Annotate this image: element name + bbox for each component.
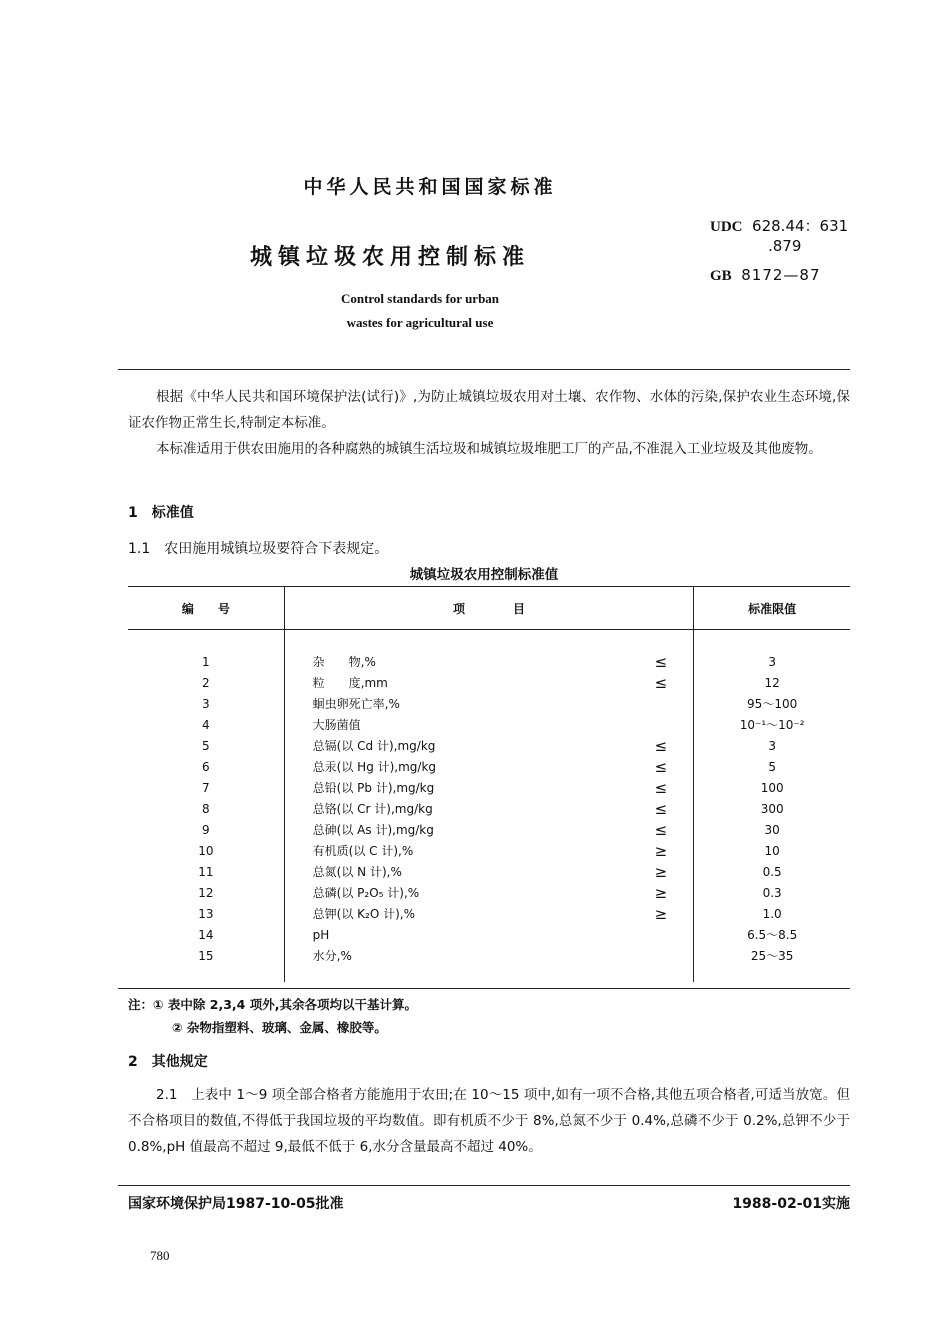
row-limit: 300 — [694, 798, 850, 819]
row-number: 13 — [128, 903, 284, 924]
row-limit: 5 — [694, 756, 850, 777]
table-row — [128, 945, 850, 966]
clause-1-1: 1.1 农田施用城镇垃圾要符合下表规定。 — [128, 541, 389, 557]
table-row — [128, 651, 850, 672]
table-row — [128, 672, 850, 693]
row-sign: ≤ — [654, 799, 668, 818]
row-number: 1 — [128, 651, 284, 672]
gb-label: GB — [710, 268, 732, 284]
table-row — [128, 714, 850, 735]
row-item: 总砷(以 As 计),mg/kg — [312, 823, 434, 837]
table-row — [128, 693, 850, 714]
table-body — [128, 630, 850, 983]
row-sign — [628, 924, 693, 945]
row-sign: ≥ — [654, 841, 668, 860]
approval-date: 国家环境保护局1987-10-05批准 — [128, 1196, 344, 1212]
row-limit: 10⁻¹～10⁻² — [694, 714, 850, 735]
row-item: 大肠菌值 — [312, 718, 361, 732]
row-limit: 1.0 — [694, 903, 850, 924]
standard-values-table — [128, 586, 850, 982]
page-number: 780 — [150, 1248, 170, 1263]
row-number: 6 — [128, 756, 284, 777]
row-item: 总铬(以 Cr 计),mg/kg — [312, 802, 433, 816]
spacer-cell — [284, 966, 628, 982]
row-number: 5 — [128, 735, 284, 756]
row-item: 粒 度,mm — [312, 676, 388, 690]
row-item: 有机质(以 C 计),% — [312, 844, 414, 858]
row-number: 10 — [128, 840, 284, 861]
row-limit: 6.5～8.5 — [694, 924, 850, 945]
implementation-date: 1988-02-01实施 — [732, 1196, 850, 1212]
row-limit: 95～100 — [694, 693, 850, 714]
header-divider — [118, 369, 850, 370]
row-sign: ≤ — [654, 778, 668, 797]
spacer-cell — [694, 966, 850, 982]
note-2: ② 杂物指塑料、玻璃、金属、橡胶等。 — [172, 1020, 387, 1035]
row-limit: 100 — [694, 777, 850, 798]
row-item: 总铅(以 Pb 计),mg/kg — [312, 781, 435, 795]
header-number: 编 号 — [128, 587, 284, 630]
row-limit: 10 — [694, 840, 850, 861]
udc-label: UDC — [710, 219, 743, 235]
document-title-en — [280, 287, 560, 335]
gb-value: 8172—87 — [741, 266, 821, 284]
row-sign: ≥ — [654, 904, 668, 923]
table-row — [128, 840, 850, 861]
row-number: 8 — [128, 798, 284, 819]
note-1: 注：① 表中除 2,3,4 项外,其余各项均以干基计算。 — [128, 997, 417, 1012]
table-row — [128, 777, 850, 798]
spacer-cell — [128, 966, 284, 982]
row-number: 14 — [128, 924, 284, 945]
national-standard-heading: 中华人民共和国国家标准 — [303, 176, 557, 198]
row-number: 12 — [128, 882, 284, 903]
section-2-heading: 2 其他规定 — [128, 1054, 208, 1070]
table-spacer-row — [128, 966, 850, 982]
row-item: 杂 物,% — [312, 655, 376, 669]
row-item: 总汞(以 Hg 计),mg/kg — [312, 760, 437, 774]
row-item: 总氮(以 N 计),% — [312, 865, 402, 879]
row-number: 11 — [128, 861, 284, 882]
udc-code — [710, 218, 848, 236]
row-number: 15 — [128, 945, 284, 966]
intro-paragraph-1: 根据《中华人民共和国环境保护法(试行)》,为防止城镇垃圾农用对土壤、农作物、水体的污染,保护农业生态环境,保证农作物正常生长,特制定本标准。 — [128, 389, 850, 431]
row-limit: 0.5 — [694, 861, 850, 882]
title-en-line1: Control standards for urban — [340, 291, 500, 306]
row-item: 总镉(以 Cd 计),mg/kg — [312, 739, 436, 753]
spacer-cell — [628, 966, 693, 982]
row-sign: ≤ — [654, 673, 668, 692]
row-number: 4 — [128, 714, 284, 735]
header-limit: 标准限值 — [694, 587, 850, 630]
row-limit: 25～35 — [694, 945, 850, 966]
table-row — [128, 756, 850, 777]
table-row — [128, 798, 850, 819]
row-limit: 3 — [694, 735, 850, 756]
row-sign: ≤ — [654, 652, 668, 671]
row-sign: ≥ — [654, 883, 668, 902]
footer-divider — [118, 1185, 850, 1186]
section-1-heading: 1 标准值 — [128, 505, 194, 521]
udc-value: 628.44：631 — [752, 217, 849, 235]
gb-code — [710, 266, 821, 285]
row-sign: ≤ — [654, 757, 668, 776]
table-row — [128, 861, 850, 882]
table-row — [128, 903, 850, 924]
row-item: 总磷(以 P₂O₅ 计),% — [312, 886, 420, 900]
row-sign: ≤ — [654, 736, 668, 755]
row-sign — [628, 693, 693, 714]
row-item: pH — [312, 927, 330, 942]
table-row — [128, 819, 850, 840]
row-item: 水分,% — [312, 949, 352, 963]
row-number: 9 — [128, 819, 284, 840]
table-row — [128, 735, 850, 756]
row-sign: ≤ — [654, 820, 668, 839]
row-number: 3 — [128, 693, 284, 714]
row-limit: 30 — [694, 819, 850, 840]
row-sign: ≥ — [654, 862, 668, 881]
title-en-line2: wastes for agricultural use — [346, 315, 494, 330]
row-limit: 3 — [694, 651, 850, 672]
row-number: 7 — [128, 777, 284, 798]
clause-2-1: 2.1 上表中 1～9 项全部合格者方能施用于农田;在 10～15 项中,如有一项不合格,其他五项合格者,可适当放宽。但不合格项目的数值,不得低于我国垃圾的平均数值。即有机质不少于 8%,总氮不少于 0.4%,总磷不少于 0.2%,总钾不少于 0.8%,pH 值最高不超过 9,最低不低于 6,水分含量最高不超过 40%。 — [128, 1087, 850, 1155]
row-item: 总钾(以 K₂O 计),% — [312, 907, 416, 921]
row-limit: 0.3 — [694, 882, 850, 903]
table-title: 城镇垃圾农用控制标准值 — [409, 567, 559, 583]
udc-value-continued: .879 — [768, 237, 802, 255]
table-row — [128, 924, 850, 945]
row-item: 蛔虫卵死亡率,% — [312, 697, 400, 711]
table-bottom-rule — [118, 988, 850, 989]
table-row — [128, 882, 850, 903]
intro-paragraph-2: 本标准适用于供农田施用的各种腐熟的城镇生活垃圾和城镇垃圾堆肥工厂的产品,不准混入工业垃圾及其他废物。 — [156, 441, 822, 457]
row-limit: 12 — [694, 672, 850, 693]
row-number: 2 — [128, 672, 284, 693]
row-sign — [628, 714, 693, 735]
row-sign — [628, 945, 693, 966]
header-item: 项 目 — [284, 587, 694, 630]
document-title-cn: 城镇垃圾农用控制标准 — [250, 245, 531, 270]
